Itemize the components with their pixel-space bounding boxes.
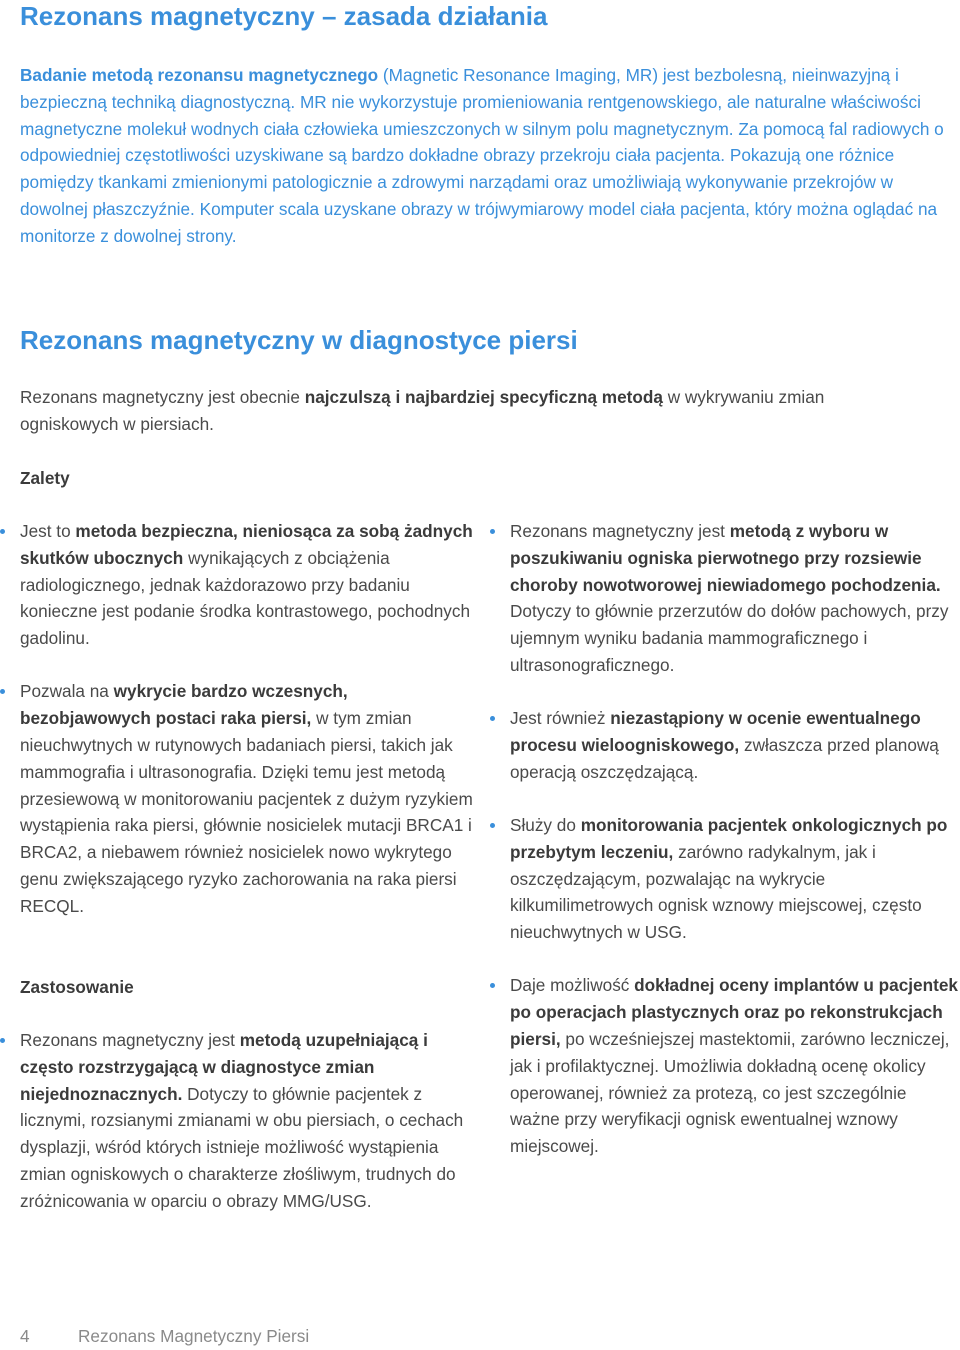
bullet-text-1: Pozwala na (20, 681, 114, 702)
bullet-bold: monitorowania pacjentek onkologicznych po przebytym leczeniu, (510, 814, 948, 862)
list-item (490, 812, 958, 946)
bullet-dot-icon (0, 1038, 5, 1043)
bullet-bold: dokładnej oceny implantów u pacjentek po operacjach plastycznych oraz po rekonstrukcjach piersi, (510, 975, 958, 1049)
bullet-bold: wykrycie bardzo wczesnych, bezobjawowych postaci raka piersi, (20, 681, 348, 729)
intro-paragraph (20, 62, 950, 250)
lead-paragraph (20, 384, 920, 438)
section-title: Rezonans magnetyczny w diagnostyce piersi (20, 325, 578, 355)
bullet-text-2: wynikających z obciążenia radiologicznego, jednak każdorazowo przy badaniu konieczne jest podanie środka kontrastowego, pochodnych gadolinu. (20, 547, 471, 649)
page-footer (20, 1324, 309, 1348)
page-number: 4 (20, 1326, 30, 1346)
list-item (490, 972, 958, 1160)
zalety-heading: Zalety (20, 468, 70, 488)
bullet-text-2: po wcześniejszej mastektomii, zarówno leczniczej, jak i profilaktycznej. Umożliwia dokładną ocenę okolicy operowanej, również za protezą, co jest szczególnie ważne przy weryfikacji ognisk ewentualnej wznowy miejscowej. (510, 1028, 950, 1157)
lead-text-2: w wykrywaniu zmian ogniskowych w piersiach. (20, 387, 825, 434)
bullet-bold: niezastąpiony w ocenie ewentualnego procesu wieloogniskowego, (510, 708, 921, 755)
bullet-dot-icon (490, 983, 495, 988)
bullet-text-2: w tym zmian nieuchwytnych w rutynowych badaniach piersi, takich jak mammografia i ultrasonografia. Dzięki temu jest metodą przesiewową w monitorowaniu pacjentek z dużym ryzykiem wystąpienia raka piersi, głównie nosicielek mutacji BRCA1 i BRCA2, a niebawem również nosicielek nowo wykrytego genu zwiększającego ryzyko zachorowania na raka piersi RECQL. (20, 708, 473, 916)
bullet-text-1: Rezonans magnetyczny jest (20, 1030, 240, 1050)
zalety-list-left (0, 518, 475, 946)
bullet-dot-icon (490, 529, 495, 534)
lead-bold: najczulszą i najbardziej specyficzną metodą (304, 387, 663, 407)
list-item (490, 705, 958, 785)
list-item (0, 678, 475, 919)
list-item (0, 518, 475, 652)
bullet-dot-icon (0, 529, 5, 534)
bullet-dot-icon (490, 716, 495, 721)
zalety-list-right (490, 518, 958, 1186)
intro-text: (Magnetic Resonance Imaging, MR) jest bezbolesną, nieinwazyjną i bezpieczną techniką diagnostyczną. MR nie wykorzystuje promieniowania rentgenowskiego, ale naturalne właściwości magnetyczne molekuł wodnych ciała człowieka umieszczonych w silnym polu magnetycznym. Za pomocą fal radiowych o odpowiedniej częstotliwości uzyskiwane są bardzo dokładne obrazy przekroju ciała pacjenta. Pokazują one różnice pomiędzy tkankami zmienionymi patologicznie a zdrowymi narządami oraz umożliwiają wykonywanie przekrojów w dowolnej płaszczyźnie. Komputer scala uzyskane obrazy w trójwymiarowy model ciała pacjenta, który można oglądać na monitorze z dowolnej strony. (20, 65, 944, 246)
bullet-text-2: Dotyczy to głównie pacjentek z licznymi, rozsianymi zmianami w obu piersiach, o cechach dysplazji, wśród których istnieje możliwość wystąpienia zmian ogniskowych o charakterze złośliwym, trudnych do zróżnicowania w oparciu o obrazy MMG/USG. (20, 1083, 464, 1211)
list-item (490, 518, 958, 679)
bullet-dot-icon (0, 689, 5, 694)
zastosowanie-list (0, 1027, 475, 1241)
lead-text-1: Rezonans magnetyczny jest obecnie (20, 387, 305, 407)
bullet-text-2: zarówno radykalnym, jak i oszczędzającym, pozwalając na wykrycie kilkumilimetrowych ognisk wznowy miejscowej, często nieuchwytnych w USG. (510, 841, 922, 943)
bullet-text-1: Daje możliwość (510, 975, 635, 996)
bullet-text-1: Służy do (510, 814, 581, 835)
publication-title: Rezonans Magnetyczny Piersi (78, 1326, 310, 1346)
intro-bold: Badanie metodą rezonansu magnetycznego (20, 65, 379, 85)
bullet-dot-icon (490, 823, 495, 828)
zastosowanie-heading: Zastosowanie (20, 977, 134, 997)
list-item (0, 1027, 475, 1215)
bullet-text-2: Dotyczy to głównie przerzutów do dołów pachowych, przy ujemnym wyniku badania mammograficznego i ultrasonograficznego. (510, 601, 949, 675)
page-title: Rezonans magnetyczny – zasada działania (20, 1, 548, 31)
bullet-text-1: Jest to (20, 521, 76, 541)
bullet-bold: metodą z wyboru w poszukiwaniu ogniska pierwotnego przy rozsiewie choroby nowotworowej niewiadomego pochodzenia. (510, 521, 941, 595)
bullet-text-1: Rezonans magnetyczny jest (510, 521, 730, 541)
bullet-text-2: zwłaszcza przed planową operacją oszczędzającą. (510, 734, 939, 782)
bullet-text-1: Jest również (510, 708, 611, 729)
bullet-bold: metoda bezpieczna, nieniosąca za sobą żadnych skutków ubocznych (20, 521, 473, 568)
bullet-bold: metodą uzupełniającą i często rozstrzygającą w diagnostyce zmian niejednoznacznych. (20, 1030, 428, 1104)
